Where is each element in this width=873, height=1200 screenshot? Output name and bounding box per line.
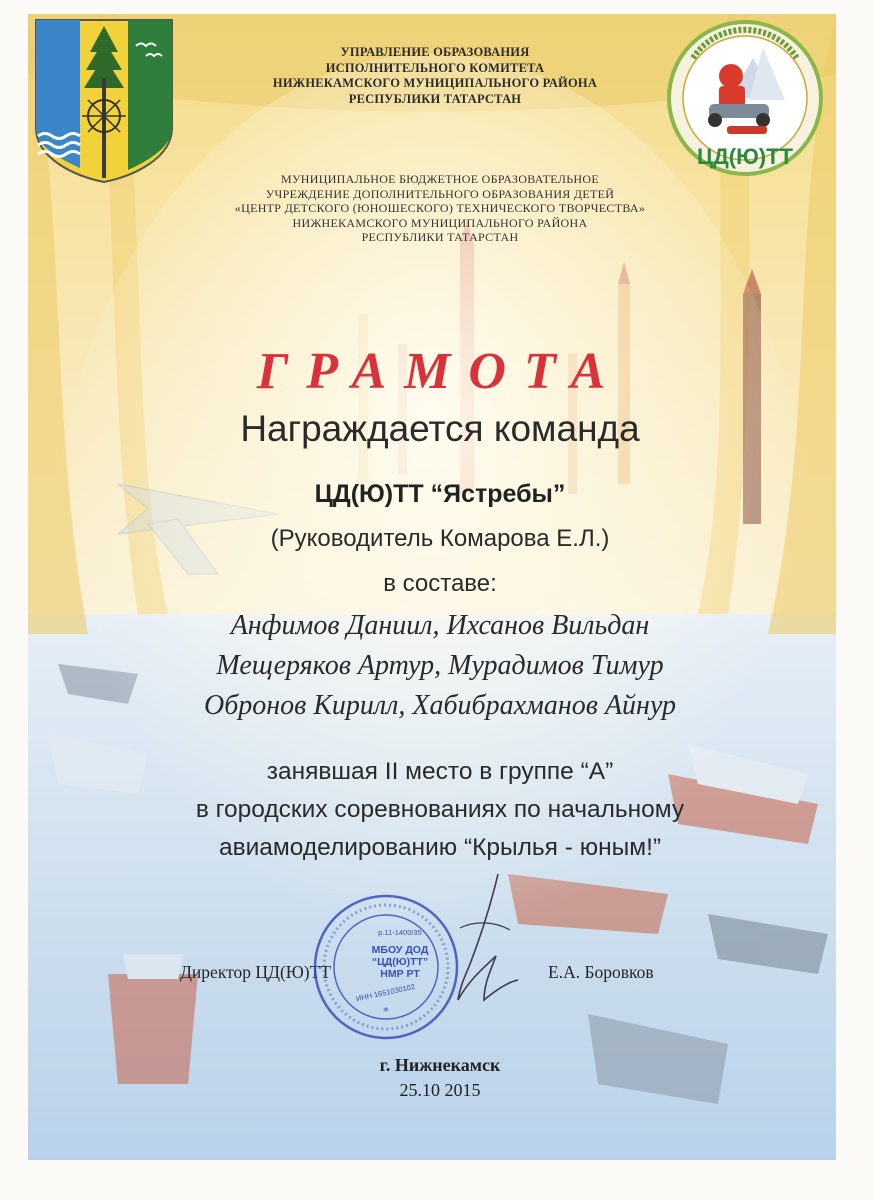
members-line: Обронов Кирилл, Хабибрахманов Айнур: [203, 690, 677, 721]
issue-city: г. Нижнекамск: [379, 1055, 501, 1075]
issuer-line: РЕСПУБЛИКИ ТАТАРСТАН: [348, 91, 522, 106]
members-line: Анфимов Даниил, Ихсанов Вильдан: [230, 610, 650, 641]
members-line: Мещеряков Артур, Мурадимов Тимур: [216, 650, 664, 681]
institution-line: РЕСПУБЛИКИ ТАТАРСТАН: [361, 230, 519, 244]
stamp-center-line: “ЦД(Ю)ТТ”: [371, 956, 429, 968]
center-logo: [665, 18, 825, 178]
certificate-title: ГРАМОТА: [256, 343, 624, 400]
issuer-line: НИЖНЕКАМСКОГО МУНИЦИПАЛЬНОГО РАЙОНА: [272, 76, 598, 90]
stamp-star-icon: *: [383, 1005, 389, 1018]
achievement-line: авиамоделированию “Крылья - юным!”: [218, 834, 662, 861]
institution-line: МУНИЦИПАЛЬНОЕ БЮДЖЕТНОЕ ОБРАЗОВАТЕЛЬНОЕ: [281, 172, 599, 186]
issuer-line: ИСПОЛНИТЕЛЬНОГО КОМИТЕТА: [325, 60, 545, 75]
director-position: Директор ЦД(Ю)ТТ: [180, 962, 331, 982]
city-coat-of-arms-emblem: [34, 18, 174, 184]
team-leader: (Руководитель Комарова Е.Л.): [270, 525, 610, 552]
team-name: ЦД(Ю)ТТ “Ястребы”: [314, 480, 566, 508]
stamp-center-line: МБОУ ДОД: [371, 944, 429, 956]
issuer-header: [215, 45, 655, 107]
institution-line: «ЦЕНТР ДЕТСКОГО (ЮНОШЕСКОГО) ТЕХНИЧЕСКОГО ТВОРЧЕСТВА»: [234, 201, 646, 215]
official-stamp: [312, 893, 460, 1041]
director-name: Е.А. Боровков: [548, 962, 654, 982]
institution-line: УЧРЕЖДЕНИЕ ДОПОЛНИТЕЛЬНОГО ОБРАЗОВАНИЯ ДЕТЕЙ: [265, 186, 615, 201]
awarded-heading: Награждается команда: [240, 408, 640, 449]
center-logo-text: ЦД(Ю)ТТ: [697, 144, 793, 169]
stamp-center-line: НМР РТ: [380, 968, 420, 980]
institution-line: НИЖНЕКАМСКОГО МУНИЦИПАЛЬНОГО РАЙОНА: [292, 215, 588, 230]
composition-label: в составе:: [383, 570, 497, 597]
achievement-line: занявшая II место в группе “А”: [266, 758, 614, 785]
stamp-reg-number: р.11-1400/35: [378, 928, 422, 937]
achievement-line: в городских соревнованиях по начальному: [195, 796, 685, 823]
issue-date: 25.10 2015: [399, 1080, 481, 1100]
issuer-line: УПРАВЛЕНИЕ ОБРАЗОВАНИЯ: [340, 45, 530, 59]
stamp-inn: ИНН 1651030102: [355, 981, 416, 1004]
institution-header: [160, 172, 720, 245]
